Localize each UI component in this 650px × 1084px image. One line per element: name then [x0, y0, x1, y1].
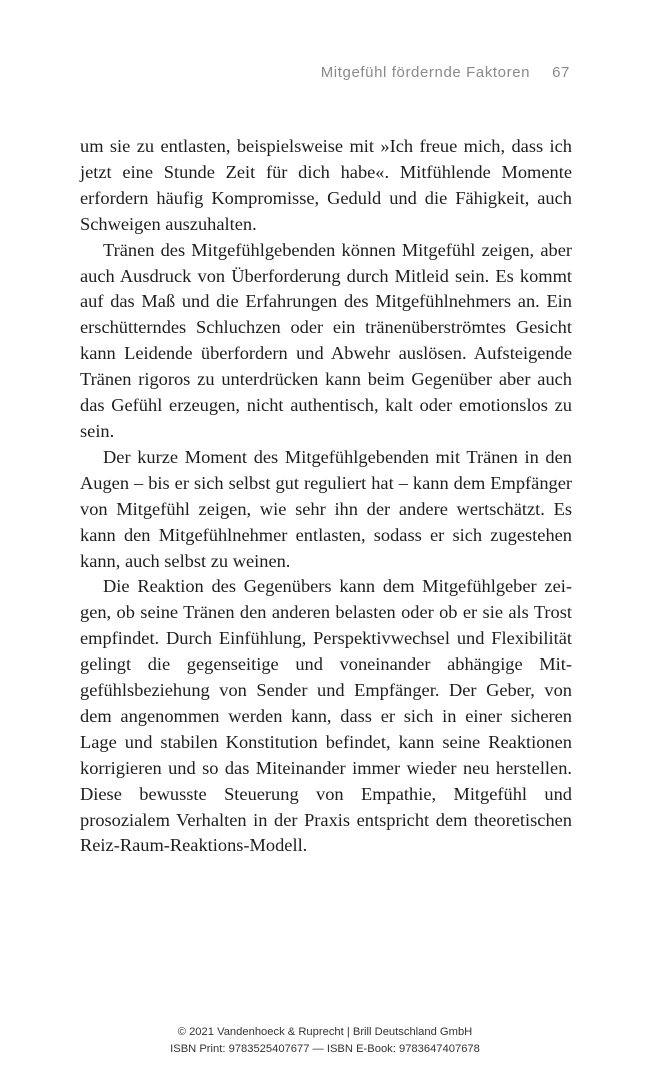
- body-text: [80, 134, 572, 859]
- paragraph: Der kurze Moment des Mitgefühlgebenden mit Tränen in den Augen – bis er sich selbst gut reguliert hat – kann dem Empfänger von Mitgefühl zeigen, wie sehr ihn der andere wertschätzt. Es kann den Mitgefühlnehmer entlasten, sodass er sich zugestehen kann, auch selbst zu weinen.: [80, 446, 572, 571]
- isbn-line: ISBN Print: 9783525407677 — ISBN E-Book: 9783647407678: [170, 1043, 480, 1055]
- running-title: Mitgefühl fördernde Faktoren: [320, 64, 531, 81]
- paragraph: um sie zu entlasten, beispielsweise mit »Ich freue mich, dass ich jetzt eine Stunde Zeit für dich habe«. Mitfühlende Momente erfordern häufig Kompromisse, Geduld und die Fähigkeit, auch Schweigen auszuhalten.: [80, 136, 572, 234]
- paragraph: Die Reaktion des Gegenübers kann dem Mitgefühlgeber zeigen, ob seine Tränen den anderen belasten oder ob er sie als Trost empfindet. Durch Einfühlung, Perspektivwechsel und Flexibilität gelingt die gegenseitige und voneinander abhängige Mitgefühlsbeziehung von Sender und Empfänger. Der Geber, von dem angenommen werden kann, dass er sich in einer sicheren Lage und stabilen Konstitution befindet, kann seine Reaktionen korrigieren und so das Miteinander immer wieder neu herstellen. Diese bewusste Steuerung von Empathie, Mitgefühl und prosozialem Verhalten in der Praxis entspricht dem theoretischen Reiz-Raum-Reaktions-Modell.: [80, 576, 572, 856]
- copyright-footer: [0, 1024, 650, 1058]
- running-header: [321, 64, 570, 81]
- paragraph: Tränen des Mitgefühlgebenden können Mitgefühl zeigen, aber auch Ausdruck von Überforderung durch Mitleid sein. Es kommt auf das Maß und die Erfahrungen des Mitgefühlnehmers an. Ein erschütterndes Schluchzen oder ein tränenüberströmtes Gesicht kann Leidende überfordern und Abwehr auslösen. Aufsteigende Tränen rigoros zu unterdrücken kann beim Gegenüber aber auch das Gefühl erzeugen, nicht authentisch, kalt oder emotionslos zu sein.: [80, 239, 572, 441]
- copyright-line: © 2021 Vandenhoeck & Ruprecht | Brill Deutschland GmbH: [177, 1026, 473, 1038]
- page-number: 67: [552, 64, 570, 81]
